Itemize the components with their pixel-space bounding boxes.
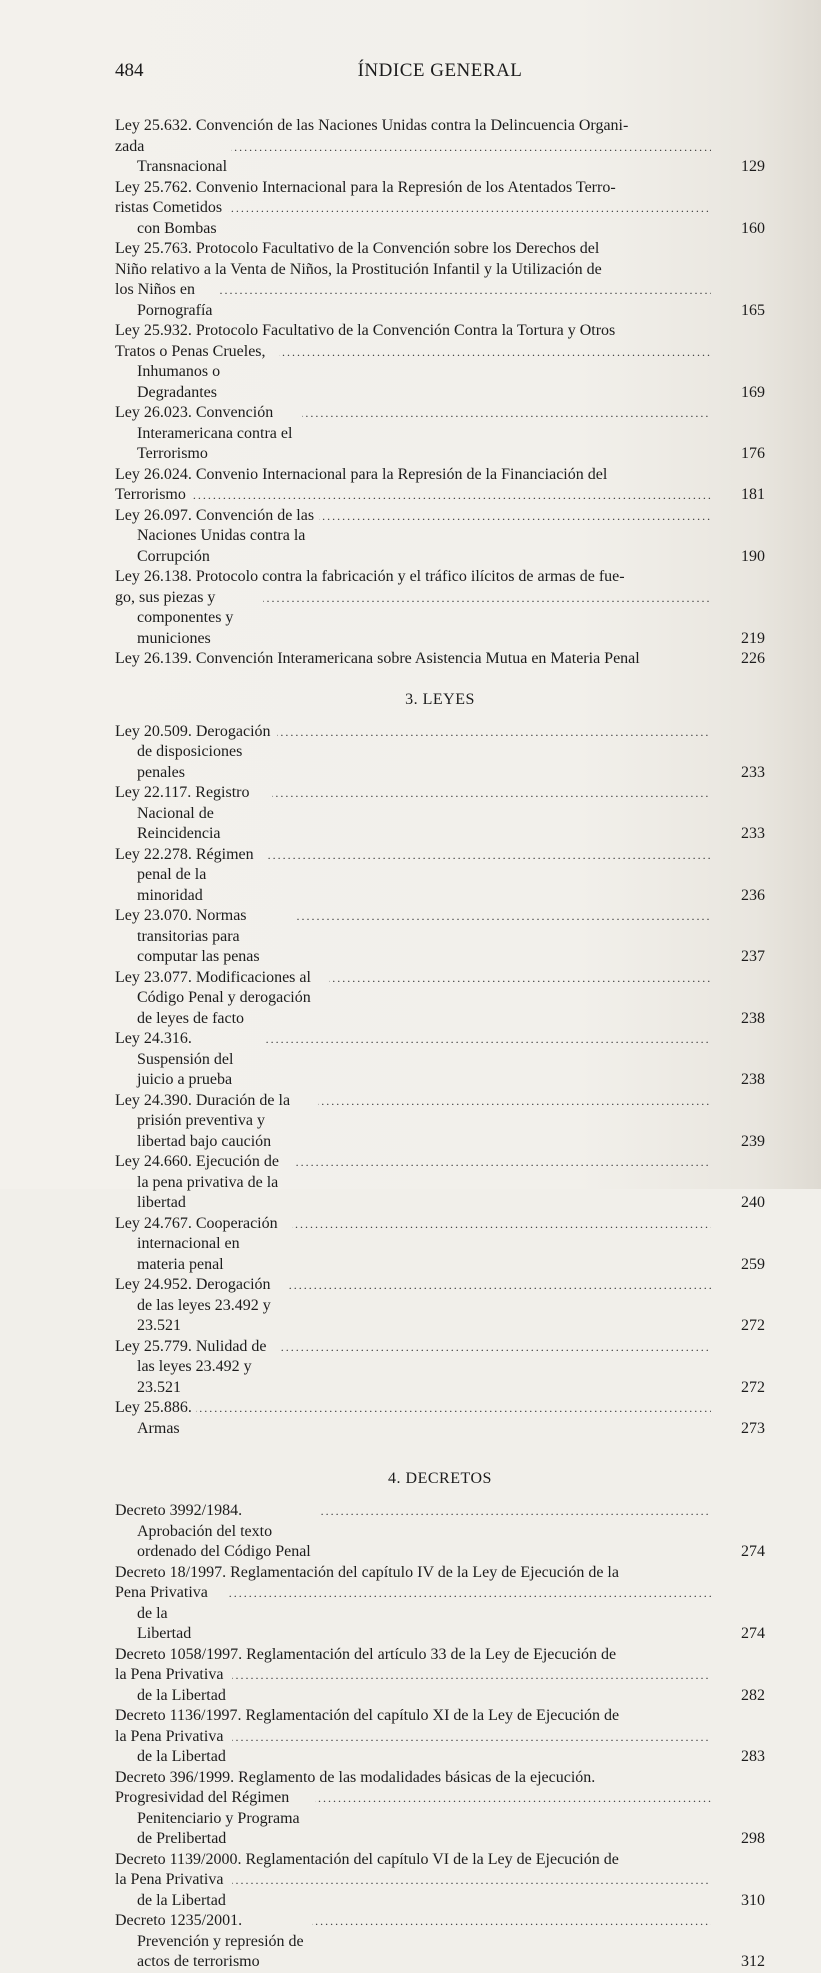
toc-entry-line bbox=[115, 1501, 715, 1563]
toc-entry-text: Ley 26.023. Convención Interamericana contra el Terrorismo bbox=[115, 404, 293, 462]
dot-leader bbox=[232, 1870, 711, 1891]
toc-entry bbox=[115, 321, 765, 403]
toc-page-number: 181 bbox=[741, 486, 765, 503]
dot-leader bbox=[329, 968, 711, 989]
toc-entry-text: Ley 24.390. Duración de la prisión preventiva y libertad bajo caución bbox=[115, 1091, 291, 1150]
toc-entry-line bbox=[115, 1275, 715, 1337]
dot-leader bbox=[318, 1501, 711, 1522]
toc-entry-line bbox=[115, 1214, 715, 1276]
toc-entry-line bbox=[115, 649, 715, 670]
toc-entry bbox=[115, 178, 765, 240]
toc-entry-text: Ley 24.767. Cooperación internacional en materia penal bbox=[115, 1214, 278, 1273]
toc-entry-line bbox=[115, 783, 715, 845]
toc-entry-line bbox=[115, 845, 715, 907]
toc-page-number: 310 bbox=[741, 1891, 765, 1909]
toc-entry bbox=[115, 1768, 765, 1850]
toc-entry-line bbox=[115, 1665, 715, 1706]
toc-page-number: 273 bbox=[741, 1419, 765, 1437]
toc-entry bbox=[115, 845, 765, 907]
toc-entry-line bbox=[115, 1788, 715, 1850]
toc-entry bbox=[115, 1850, 765, 1912]
dot-leader bbox=[278, 1337, 711, 1358]
toc-entry-line bbox=[115, 342, 715, 404]
toc-entry-line bbox=[115, 137, 715, 178]
toc-entry-text: go, sus piezas y componentes y municiones bbox=[115, 588, 234, 647]
toc-entry-text: Ley 26.097. Convención de las Naciones Unidas contra la Corrupción bbox=[115, 506, 315, 565]
toc-entry bbox=[115, 1275, 765, 1337]
toc-entry-line bbox=[115, 588, 715, 650]
dot-leader bbox=[226, 1583, 711, 1604]
toc-entry-text: la Pena Privativa de la Libertad bbox=[115, 1871, 226, 1909]
toc-page-number: 283 bbox=[741, 1748, 765, 1765]
toc-entry bbox=[115, 722, 765, 784]
toc-entry-text: Ley 25.932. Protocolo Facultativo de la Convención Contra la Tortura y Otros bbox=[115, 322, 616, 339]
dot-leader bbox=[319, 506, 711, 527]
toc-entry bbox=[115, 649, 765, 670]
dot-leader bbox=[286, 1275, 711, 1296]
dot-leader bbox=[265, 845, 711, 866]
toc-entry-line bbox=[115, 1870, 715, 1911]
toc-entry-line bbox=[115, 1645, 715, 1666]
toc-entry-text: Ley 26.139. Convención Interamericana sobre Asistencia Mutua en Materia Penal bbox=[115, 650, 640, 667]
toc-entry-line bbox=[115, 239, 715, 260]
toc-entry bbox=[115, 1501, 765, 1563]
dot-leader bbox=[293, 1152, 711, 1173]
toc-entry-line bbox=[115, 116, 715, 137]
toc-entry-text: Tratos o Penas Crueles, Inhumanos o Degradantes bbox=[115, 342, 266, 401]
dot-leader bbox=[232, 1665, 711, 1686]
toc-entry-text: Ley 25.763. Protocolo Facultativo de la Convención sobre los Derechos del bbox=[115, 240, 600, 257]
toc-page-number: 129 bbox=[741, 158, 765, 175]
toc-entry bbox=[115, 1563, 765, 1645]
toc-entry bbox=[115, 567, 765, 649]
toc-page-number: 272 bbox=[741, 1317, 765, 1334]
toc-entry bbox=[115, 968, 765, 1030]
dot-leader bbox=[272, 783, 711, 804]
toc-page-number: 274 bbox=[741, 1543, 765, 1560]
toc-entry-text: Decreto 3992/1984. Aprobación del texto ordenado del Código Penal bbox=[115, 1502, 311, 1560]
toc-page-number: 282 bbox=[741, 1686, 765, 1704]
toc-entry-line bbox=[115, 722, 715, 784]
toc-page-number: 237 bbox=[741, 948, 765, 965]
toc-entry-text: Decreto 1136/1997. Reglamentación del capítulo XI de la Ley de Ejecución de bbox=[115, 1707, 620, 1724]
toc-entry-text: Niño relativo a la Venta de Niños, la Prostitución Infantil y la Utilización de bbox=[115, 260, 602, 278]
toc-entry-text: Ley 24.316. Suspensión del juicio a prueba bbox=[115, 1030, 234, 1088]
dot-leader bbox=[263, 588, 711, 609]
toc-page-number: 238 bbox=[741, 1009, 765, 1027]
toc-entry-text: Ley 25.779. Nulidad de las leyes 23.492 y 23.521 bbox=[115, 1337, 267, 1396]
toc-page-number: 176 bbox=[741, 445, 765, 462]
toc-entry-line bbox=[115, 1091, 715, 1153]
dot-leader bbox=[228, 198, 711, 219]
dot-leader bbox=[232, 1727, 711, 1748]
toc-entry-text: Terrorismo bbox=[115, 486, 186, 503]
dot-leader bbox=[302, 403, 711, 424]
running-title: ÍNDICE GENERAL bbox=[357, 60, 523, 81]
toc-page-number: 165 bbox=[741, 301, 765, 319]
dot-leader bbox=[315, 1788, 711, 1809]
toc-entry-text: ristas Cometidos con Bombas bbox=[115, 199, 223, 237]
toc-page-number: 259 bbox=[741, 1255, 765, 1273]
toc-entry-line bbox=[115, 260, 715, 281]
toc-entry-text: Ley 26.138. Protocolo contra la fabricación y el tráfico ilícitos de armas de fue- bbox=[115, 568, 625, 585]
toc-entry-text: Ley 26.024. Convenio Internacional para la Represión de la Financiación del bbox=[115, 465, 608, 483]
toc-entry-line bbox=[115, 321, 715, 342]
toc-entry-line bbox=[115, 567, 715, 588]
toc-entry-line bbox=[115, 1029, 715, 1091]
toc-page-number: 312 bbox=[741, 1953, 765, 1970]
toc-entry-text: Ley 22.117. Registro Nacional de Reincidencia bbox=[115, 784, 250, 842]
toc-page-number: 238 bbox=[741, 1071, 765, 1088]
page-header bbox=[115, 60, 765, 84]
dot-leader bbox=[294, 906, 711, 927]
toc-entry bbox=[115, 506, 765, 568]
toc-entry bbox=[115, 116, 765, 178]
toc-entry-line bbox=[115, 906, 715, 968]
toc-entry-line bbox=[115, 1337, 715, 1399]
toc-entry-text: Ley 24.660. Ejecución de la pena privativa de la libertad bbox=[115, 1153, 279, 1211]
dot-leader bbox=[318, 1091, 711, 1112]
dot-leader bbox=[196, 1398, 711, 1419]
toc-entry bbox=[115, 1911, 765, 1973]
toc-entry-text: Ley 20.509. Derogación de disposiciones penales bbox=[115, 722, 271, 781]
toc-page-number: 219 bbox=[741, 629, 765, 647]
decretos-list bbox=[115, 1501, 765, 1973]
toc-entry-line bbox=[115, 485, 715, 506]
toc-entry-line bbox=[115, 1911, 715, 1973]
toc-entry bbox=[115, 1214, 765, 1276]
toc-entry bbox=[115, 1398, 765, 1439]
toc-page-number: 226 bbox=[741, 650, 765, 667]
leyes-list bbox=[115, 722, 765, 1440]
toc-entry-line bbox=[115, 1706, 715, 1727]
toc-page-number: 272 bbox=[741, 1378, 765, 1396]
toc-entry bbox=[115, 1706, 765, 1768]
table-of-contents bbox=[115, 116, 765, 1973]
dot-leader bbox=[217, 280, 711, 301]
toc-entry-text: Ley 25.762. Convenio Internacional para la Represión de los Atentados Terro- bbox=[115, 178, 616, 196]
toc-entry bbox=[115, 1645, 765, 1707]
toc-entry-line bbox=[115, 403, 715, 465]
toc-page-number: 169 bbox=[741, 383, 765, 401]
toc-entry-text: Ley 23.077. Modificaciones al Código Penal y derogación de leyes de facto bbox=[115, 968, 311, 1027]
dot-leader bbox=[231, 137, 711, 158]
toc-page-number: 190 bbox=[741, 547, 765, 565]
toc-entry bbox=[115, 783, 765, 845]
page-number: 484 bbox=[115, 60, 144, 81]
toc-entry-line bbox=[115, 178, 715, 199]
toc-page-number: 160 bbox=[741, 219, 765, 237]
toc-page-number: 298 bbox=[741, 1830, 765, 1847]
toc-entry-text: la Pena Privativa de la Libertad bbox=[115, 1666, 226, 1704]
toc-entry-line bbox=[115, 506, 715, 568]
dot-leader bbox=[263, 1029, 711, 1050]
toc-entry-line bbox=[115, 1768, 715, 1789]
dot-leader bbox=[279, 342, 711, 363]
toc-entry-text: Ley 25.886. Armas bbox=[115, 1399, 192, 1437]
toc-entry-line bbox=[115, 280, 715, 321]
toc-entry-line bbox=[115, 968, 715, 1030]
toc-page-number: 236 bbox=[741, 886, 765, 904]
toc-entry-text: Decreto 1235/2001. Prevención y represión de actos de terrorismo bbox=[115, 1912, 304, 1970]
toc-entry-line bbox=[115, 1850, 715, 1871]
toc-entry-text: Decreto 396/1999. Reglamento de las modalidades básicas de la ejecución. bbox=[115, 1768, 596, 1786]
dot-leader bbox=[312, 1911, 711, 1932]
toc-entry-text: zada Transnacional bbox=[115, 137, 228, 175]
toc-entry bbox=[115, 906, 765, 968]
toc-page-number: 233 bbox=[741, 763, 765, 781]
international-laws-list bbox=[115, 116, 765, 670]
toc-entry-line bbox=[115, 465, 715, 486]
toc-entry-text: Pena Privativa de la Libertad bbox=[115, 1584, 208, 1642]
toc-entry bbox=[115, 1337, 765, 1399]
toc-entry-text: Decreto 18/1997. Reglamentación del capítulo IV de la Ley de Ejecución de la bbox=[115, 1563, 619, 1581]
toc-entry bbox=[115, 1029, 765, 1091]
toc-entry-line bbox=[115, 1152, 715, 1214]
section-heading-leyes: 3. LEYES bbox=[405, 690, 475, 708]
toc-entry-line bbox=[115, 198, 715, 239]
dot-leader bbox=[190, 485, 711, 506]
toc-page-number: 233 bbox=[741, 825, 765, 842]
toc-entry-text: Decreto 1139/2000. Reglamentación del capítulo VI de la Ley de Ejecución de bbox=[115, 1850, 619, 1868]
dot-leader bbox=[292, 1214, 711, 1235]
toc-entry-line bbox=[115, 1583, 715, 1645]
toc-entry-text: Ley 25.632. Convención de las Naciones Unidas contra la Delincuencia Organi- bbox=[115, 117, 629, 134]
toc-page-number: 239 bbox=[741, 1132, 765, 1150]
toc-entry-text: los Niños en Pornografía bbox=[115, 281, 213, 319]
dot-leader bbox=[277, 722, 711, 743]
section-heading-decretos: 4. DECRETOS bbox=[388, 1470, 492, 1487]
toc-entry-line bbox=[115, 1398, 715, 1439]
toc-entry-text: Ley 24.952. Derogación de las leyes 23.492 y 23.521 bbox=[115, 1276, 271, 1334]
toc-entry bbox=[115, 1152, 765, 1214]
toc-entry-text: Ley 22.278. Régimen penal de la minoridad bbox=[115, 845, 254, 904]
toc-entry-text: Progresividad del Régimen Penitenciario y Programa de Prelibertad bbox=[115, 1789, 300, 1847]
toc-entry-text: Decreto 1058/1997. Reglamentación del artículo 33 de la Ley de Ejecución de bbox=[115, 1645, 617, 1663]
toc-page-number: 274 bbox=[741, 1625, 765, 1642]
toc-entry bbox=[115, 1091, 765, 1153]
toc-entry-text: la Pena Privativa de la Libertad bbox=[115, 1727, 226, 1765]
toc-entry bbox=[115, 239, 765, 321]
toc-entry bbox=[115, 403, 765, 465]
toc-entry-line bbox=[115, 1727, 715, 1768]
toc-entry-text: Ley 23.070. Normas transitorias para computar las penas bbox=[115, 907, 260, 965]
toc-page-number: 240 bbox=[741, 1194, 765, 1211]
toc-entry bbox=[115, 465, 765, 506]
toc-entry-line bbox=[115, 1563, 715, 1584]
